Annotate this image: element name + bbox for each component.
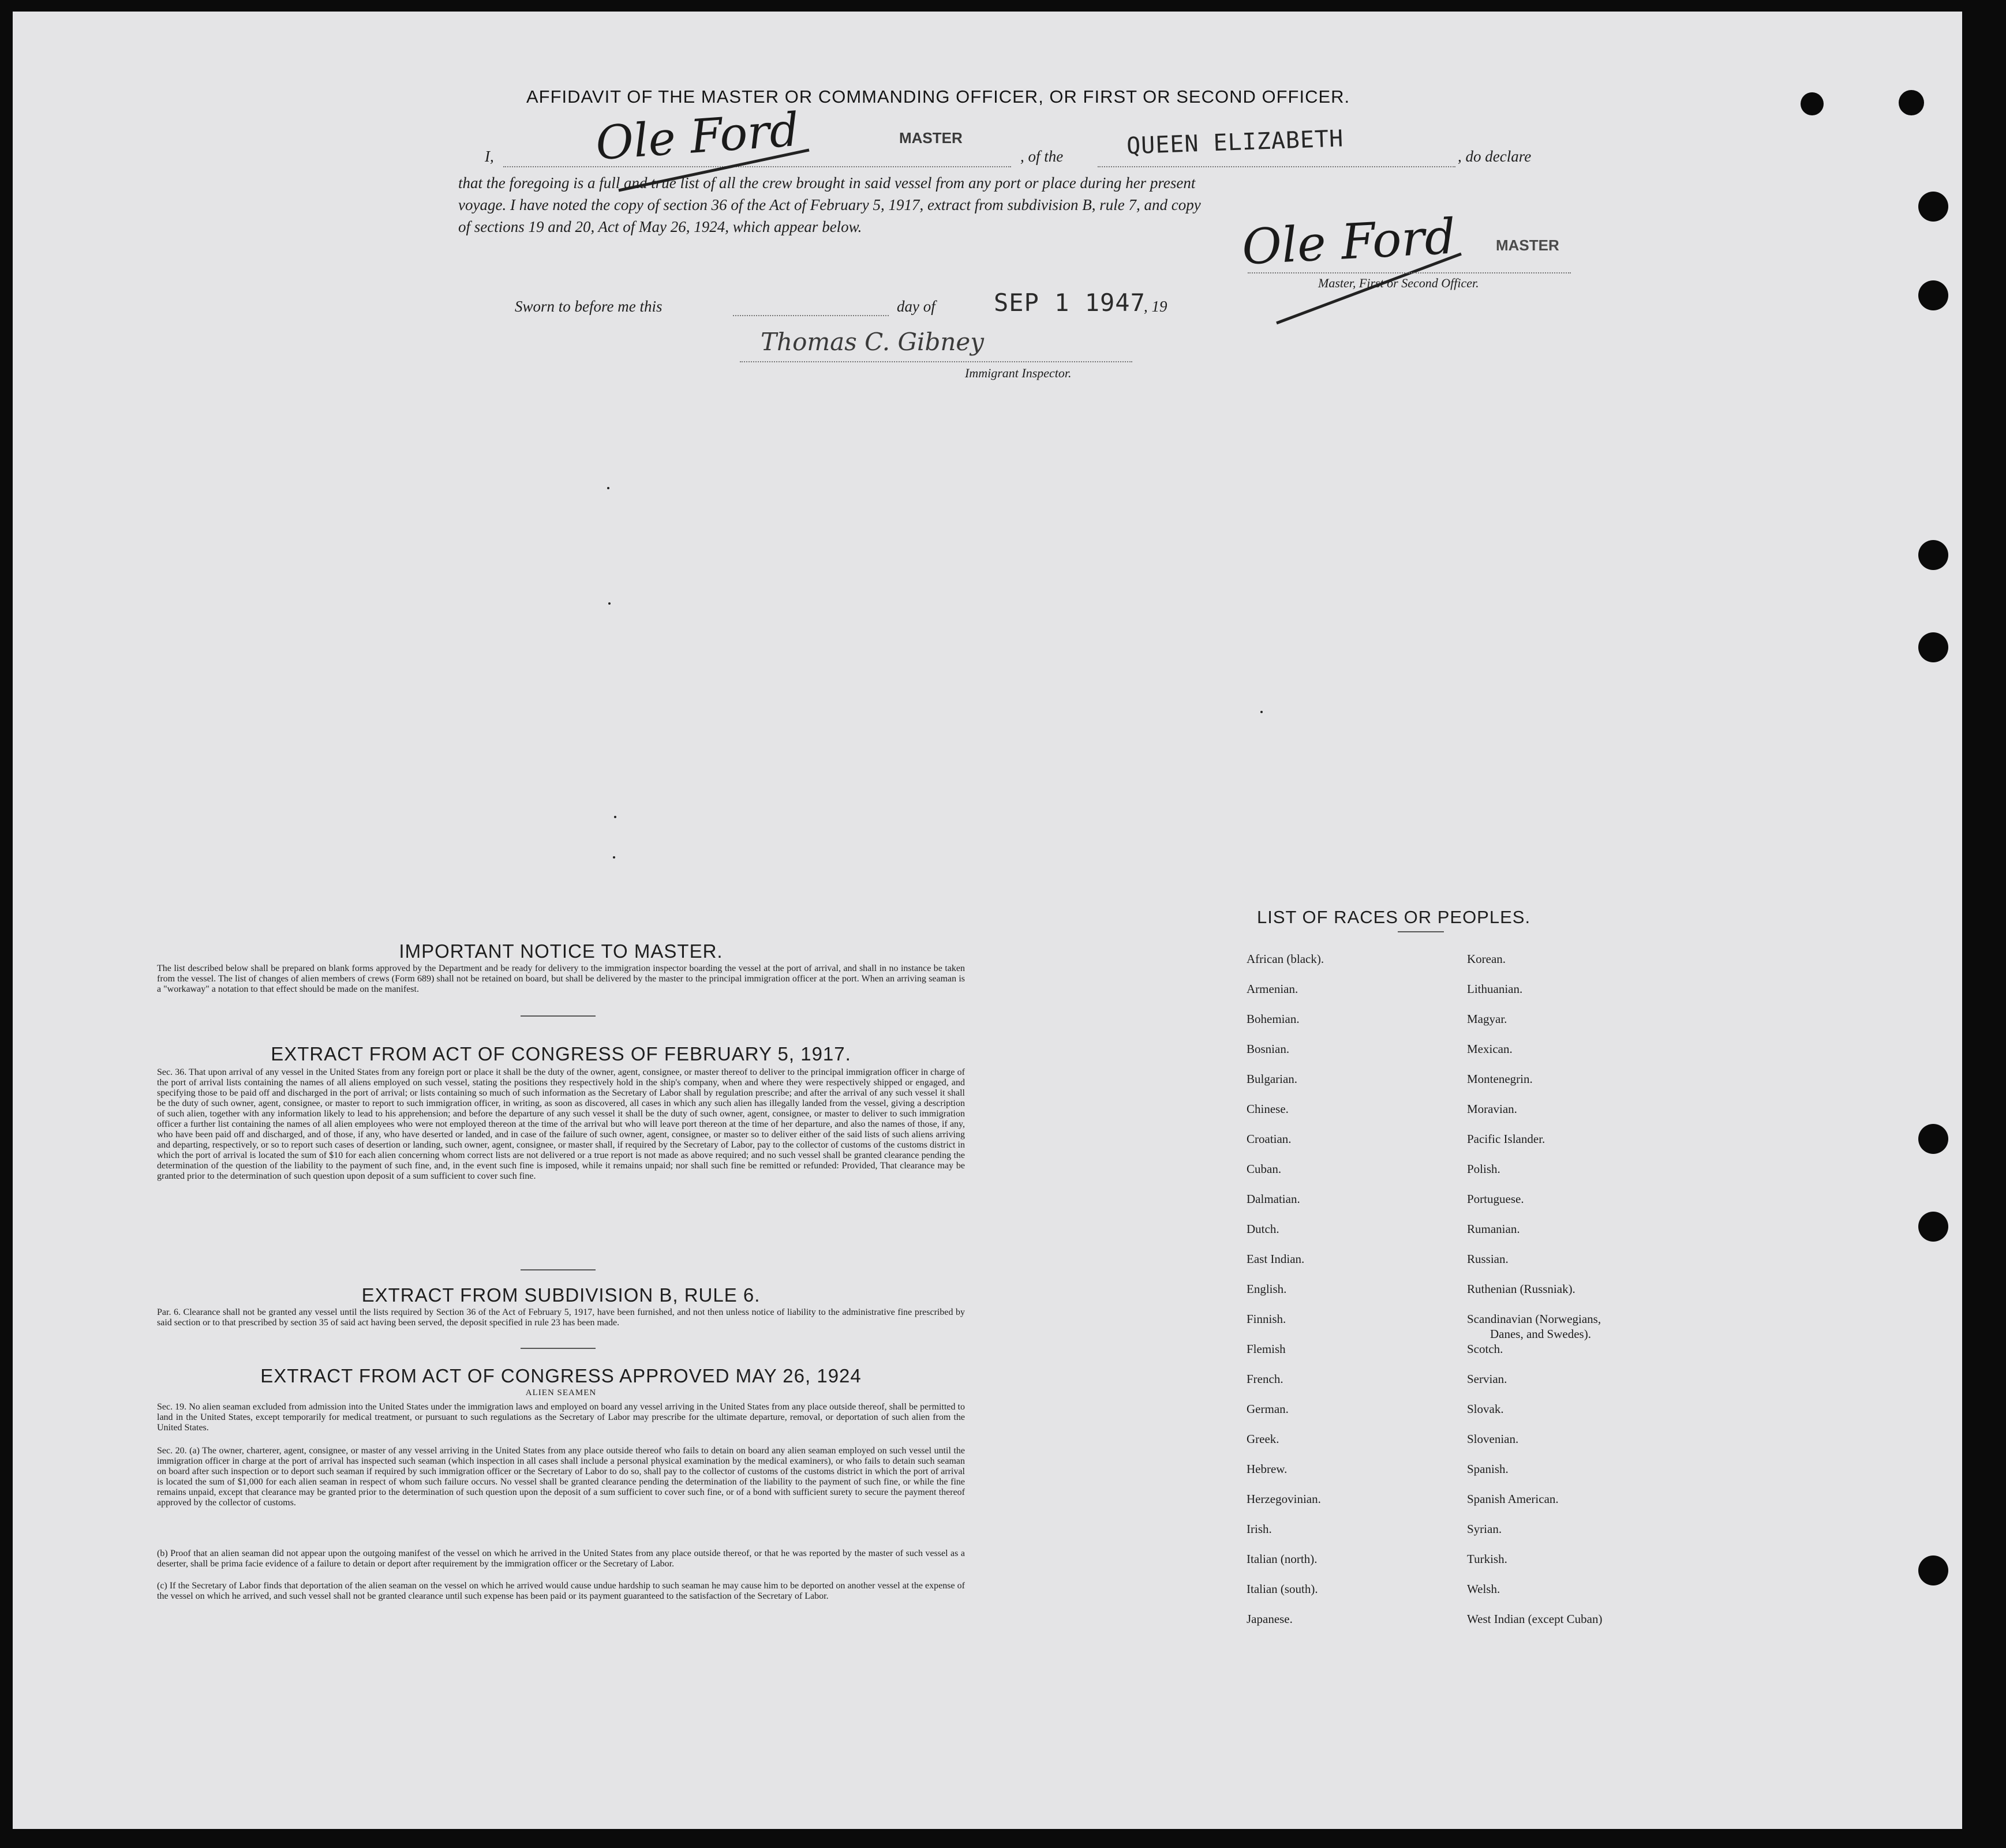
- vessel-line: [1098, 166, 1455, 167]
- race-item: Dalmatian.: [1247, 1192, 1300, 1206]
- race-item: Chinese.: [1247, 1102, 1289, 1116]
- extract-1924-sec20a: Sec. 20. (a) The owner, charterer, agent, consignee, or master of any vessel arriving in the United States from any place outside thereof who fails to detain on board any alien seaman employed on such vessel until the immigration officer in charge at the port of arrival has inspected such seaman (which inspection in all cases shall include a personal physical examination by the medical examiners), or who fails to detain such seaman on board after such inspection or to deport such seaman if required by such immigration officer or the Secretary of Labor to do so, shall pay to the collector of customs of the customs district in which the port of arrival is located the sum of $1,000 for each alien seaman in respect of whom such failure occurs. No vessel shall be granted clearance pending the determination of the liability to the payment of such fine, or while the fine remains unpaid, except that clearance may be granted prior to the determination of such question upon the deposit of a sum sufficient to cover such fine, or of a bond with sufficient surety to secure the payment thereof approved by the collector of customs.: [157, 1446, 965, 1508]
- race-item: Ruthenian (Russniak).: [1467, 1282, 1575, 1296]
- punch-hole: [1918, 1124, 1948, 1154]
- race-item: Greek.: [1247, 1432, 1279, 1446]
- race-item: Finnish.: [1247, 1312, 1286, 1326]
- race-item: Italian (south).: [1247, 1582, 1318, 1596]
- races-title: LIST OF RACES OR PEOPLES.: [1257, 907, 1531, 927]
- section-divider: [1398, 931, 1444, 932]
- extract-1924-sec20c: (c) If the Secretary of Labor finds that deportation of the alien seaman on the vessel on which he arrived would cause undue hardship to such seaman he may cause him to be deported on another vessel at the expense of the vessel on which he arrived, and such vessel shall not be granted clearance until such expense has been paid or its payment guaranteed to the satisfaction of the Secretary of Labor.: [157, 1581, 965, 1601]
- document-sheet: [13, 12, 1962, 1829]
- extract-1924-title: EXTRACT FROM ACT OF CONGRESS APPROVED MAY 26, 1924: [260, 1365, 862, 1386]
- date-stamp: SEP 1 1947: [994, 288, 1146, 317]
- race-item: Slovenian.: [1467, 1432, 1519, 1446]
- extract-1924-sec19: Sec. 19. No alien seaman excluded from admission into the United States under the immigration laws and employed on board any vessel arriving in the United States from any place outside thereof, shall be permitted to land in the United States, except temporarily for medical treatment, or pursuant to such regulations as the Secretary of Labor may prescribe for the ultimate departure, removal, or deportation of such alien from the United States.: [157, 1402, 965, 1433]
- race-item: Irish.: [1247, 1522, 1272, 1536]
- vessel-name: QUEEN ELIZABETH: [1126, 125, 1344, 160]
- race-item: Portuguese.: [1467, 1192, 1524, 1206]
- extract-rule6-title: EXTRACT FROM SUBDIVISION B, RULE 6.: [361, 1284, 761, 1306]
- of-the-label: , of the: [1020, 148, 1064, 165]
- race-item: Lithuanian.: [1467, 982, 1523, 996]
- inspector-signature: Thomas C. Gibney: [761, 328, 984, 356]
- master-stamp: MASTER: [1496, 237, 1559, 254]
- master-signature: Ole Ford: [594, 102, 801, 171]
- punch-hole: [1918, 1555, 1948, 1585]
- print-mark: [614, 816, 616, 818]
- race-item: Russian.: [1467, 1252, 1509, 1266]
- race-item: Spanish.: [1467, 1462, 1509, 1476]
- race-item: Cuban.: [1247, 1162, 1282, 1176]
- day-of-label: day of: [897, 298, 935, 315]
- extract-1917-title: EXTRACT FROM ACT OF CONGRESS OF FEBRUARY 5, 1917.: [271, 1043, 851, 1064]
- officer-line: [1248, 272, 1571, 273]
- do-declare-label: , do declare: [1458, 148, 1532, 165]
- punch-hole: [1918, 1212, 1948, 1242]
- inspector-caption: Immigrant Inspector.: [965, 366, 1072, 380]
- race-item: Armenian.: [1247, 982, 1298, 996]
- race-item: Mexican.: [1467, 1042, 1513, 1056]
- year-suffix: , 19: [1144, 298, 1167, 315]
- race-item: Hebrew.: [1247, 1462, 1288, 1476]
- race-item: African (black).: [1247, 952, 1324, 966]
- race-item: Syrian.: [1467, 1522, 1502, 1536]
- sworn-day-line: [733, 315, 889, 316]
- punch-hole: [1918, 280, 1948, 310]
- notice-text: The list described below shall be prepared on blank forms approved by the Department and be ready for delivery to the immigration inspector boarding the vessel at the port of arrival, and shall in no instance be taken from the vessel. The list of changes of alien members of crews (Form 689) shall not be retained on board, but shall be delivered by the master to the principal immigration officer at the port. When an arriving seaman is a "workaway" a notation to that effect should be made on the manifest.: [157, 964, 965, 994]
- print-mark: [613, 856, 615, 859]
- race-item: French.: [1247, 1372, 1283, 1386]
- race-item: Rumanian.: [1467, 1222, 1520, 1236]
- extract-rule6-text: Par. 6. Clearance shall not be granted any vessel until the lists required by Section 36 of the Act of February 5, 1917, have been furnished, and not then unless notice of liability to the administrative fine prescribed by said section or to that prescribed by section 35 of said act having been served, the deposit specified in rule 23 has been made.: [157, 1307, 965, 1328]
- punch-hole: [1918, 632, 1948, 662]
- sworn-label: Sworn to before me this: [515, 298, 663, 315]
- race-item: Bulgarian.: [1247, 1072, 1298, 1086]
- race-item: Moravian.: [1467, 1102, 1517, 1116]
- punch-hole: [1918, 540, 1948, 570]
- race-item: Magyar.: [1467, 1012, 1507, 1026]
- race-item: Scandinavian (Norwegians,: [1467, 1312, 1601, 1326]
- affidavit-title: AFFIDAVIT OF THE MASTER OR COMMANDING OFFICER, OR FIRST OR SECOND OFFICER.: [526, 87, 1350, 107]
- race-item: Slovak.: [1467, 1402, 1504, 1416]
- race-item: West Indian (except Cuban): [1467, 1612, 1603, 1626]
- section-divider: [521, 1269, 596, 1270]
- officer-caption: Master, First or Second Officer.: [1318, 276, 1479, 290]
- race-item: Spanish American.: [1467, 1492, 1559, 1506]
- race-item: Montenegrin.: [1467, 1072, 1533, 1086]
- race-item: Dutch.: [1247, 1222, 1279, 1236]
- race-item: Polish.: [1467, 1162, 1500, 1176]
- punch-hole: [1801, 92, 1824, 115]
- extract-1924-subtitle: ALIEN SEAMEN: [525, 1388, 597, 1397]
- race-item: Pacific Islander.: [1467, 1132, 1545, 1146]
- print-mark: [607, 487, 609, 489]
- race-item: Bohemian.: [1247, 1012, 1300, 1026]
- master-stamp: MASTER: [899, 129, 963, 147]
- punch-hole: [1899, 90, 1924, 115]
- affidavit-body-line-3: of sections 19 and 20, Act of May 26, 1924, which appear below.: [458, 218, 862, 235]
- section-divider: [521, 1348, 596, 1349]
- print-mark: [1260, 711, 1263, 713]
- race-item: Welsh.: [1467, 1582, 1500, 1596]
- race-item: English.: [1247, 1282, 1287, 1296]
- race-item: Korean.: [1467, 952, 1506, 966]
- race-item: Servian.: [1467, 1372, 1507, 1386]
- affidavit-body-line-1: that the foregoing is a full and true list of all the crew brought in said vessel from any port or place during her present: [458, 174, 1196, 192]
- print-mark: [608, 602, 611, 605]
- punch-hole: [1918, 192, 1948, 222]
- race-item: Scotch.: [1467, 1342, 1503, 1356]
- race-item: Bosnian.: [1247, 1042, 1290, 1056]
- race-item: German.: [1247, 1402, 1289, 1416]
- race-item: Italian (north).: [1247, 1552, 1318, 1566]
- race-item-continuation: Danes, and Swedes).: [1490, 1327, 1591, 1341]
- race-item: Turkish.: [1467, 1552, 1507, 1566]
- i-label: I,: [485, 148, 494, 165]
- extract-1917-text: Sec. 36. That upon arrival of any vessel in the United States from any foreign port or place it shall be the duty of the owner, agent, consignee, or master thereof to deliver to the principal immigration officer in charge of the port of arrival lists containing the names of all aliens employed on such vessel, stating the positions they respectively hold in the ship's company, when and where they were respectively shipped or engaged, and specifying those to be paid off and discharged in the port of arrival; or lists containing so much of such information as the Secretary of Labor shall by regulation prescribe; and after the arrival of any such vessel it shall be the duty of such owner, agent, consignee, or master to report to such immigration officer, in writing, as soon as discovered, all cases in which any such alien has illegally landed from the vessel, giving a description of such alien, together with any information likely to lead to his apprehension; and before the departure of any such vessel it shall be the duty of such owner, agent, consignee, or master to deliver to such immigration officer a further list containing the names of all alien employees who were not employed thereon at the time of the arrival but who will leave port thereon at the time of her departure, and also the names of those, if any, who have been paid off and discharged, and of those, if any, who have deserted or landed, and in case of the failure of such owner, agent, consignee, or master so to deliver either of the said lists of such aliens arriving and departing, respectively, or so to report such cases of desertion or landing, such owner, agent, consignee, or master shall, if required by the Secretary of Labor, pay to the collector of customs of the customs district in which the port of arrival is located the sum of $10 for each alien concerning whom correct lists are not delivered or a true report is not made as above required; and no such vessel shall be granted clearance pending the determination of the question of the liability to the payment of such fine, and, in the event such fine is imposed, while it remains unpaid; nor shall such fine be remitted or refunded: Provided, That clearance may be granted prior to the determination of such question upon deposit of a sum sufficient to cover such fine.: [157, 1067, 965, 1181]
- notice-title: IMPORTANT NOTICE TO MASTER.: [399, 940, 723, 962]
- race-item: Japanese.: [1247, 1612, 1293, 1626]
- affidavit-body-line-2: voyage. I have noted the copy of section 36 of the Act of February 5, 1917, extract from subdivision B, rule 7, and copy: [458, 196, 1201, 213]
- race-item: East Indian.: [1247, 1252, 1305, 1266]
- inspector-line: [740, 361, 1132, 362]
- section-divider: [521, 1015, 596, 1017]
- race-item: Herzegovinian.: [1247, 1492, 1321, 1506]
- officer-signature: Ole Ford: [1240, 208, 1457, 276]
- race-item: Croatian.: [1247, 1132, 1292, 1146]
- extract-1924-sec20b: (b) Proof that an alien seaman did not appear upon the outgoing manifest of the vessel on which he arrived in the United States from any place outside thereof, or that he was reported by the master of such vessel as a deserter, shall be prima facie evidence of a failure to detain or deport after requirement by the immigration officer or the Secretary of Labor.: [157, 1549, 965, 1569]
- race-item: Flemish: [1247, 1342, 1286, 1356]
